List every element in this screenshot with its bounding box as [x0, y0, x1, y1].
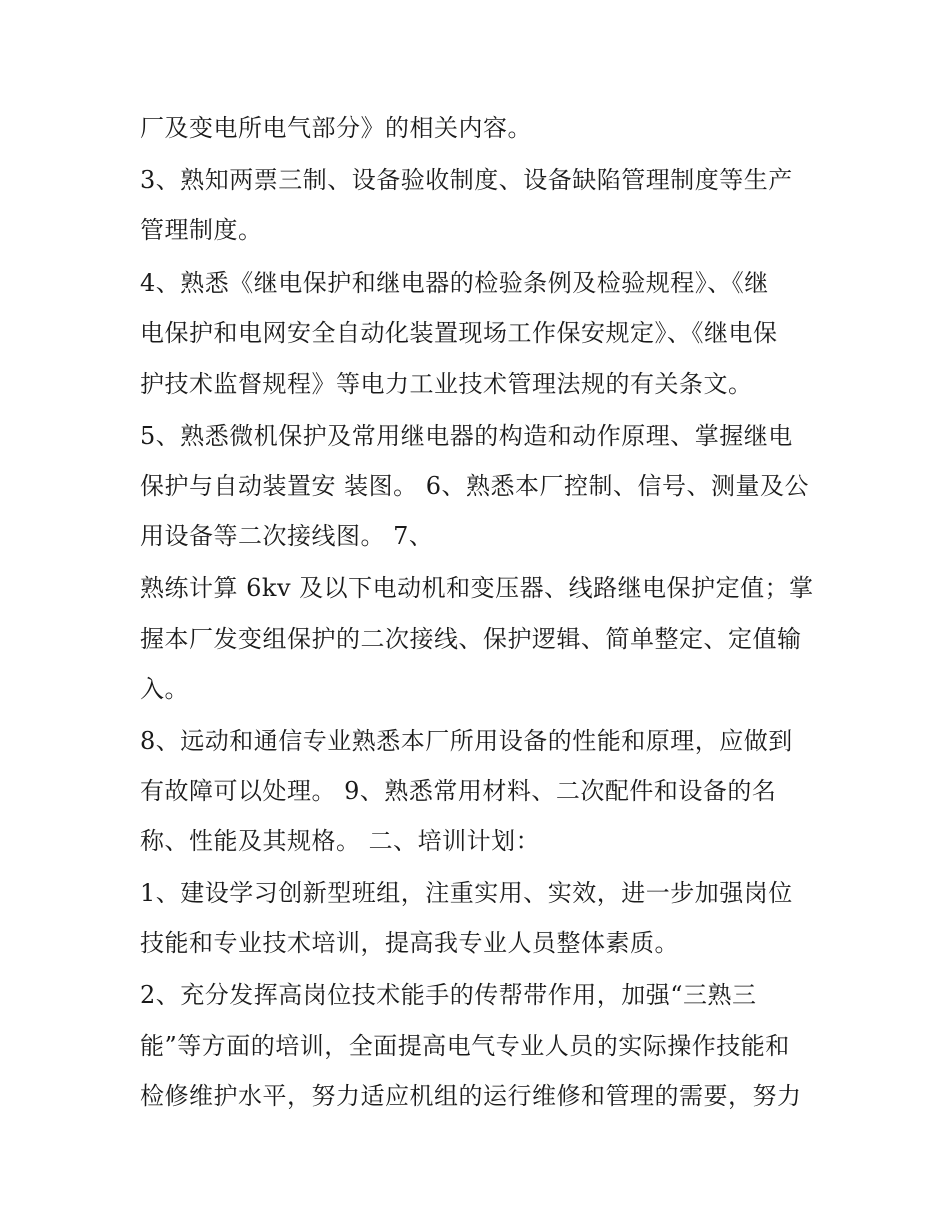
text-line: 能”等方面的培训，全面提高电气专业人员的实际操作技能和 [140, 1032, 790, 1060]
text-line: 5、熟悉微机保护及常用继电器的构造和动作原理、掌握继电 [140, 422, 793, 450]
text-line: 用设备等二次接线图。 7、 [140, 522, 434, 550]
text-line: 3、熟知两票三制、设备验收制度、设备缺陷管理制度等生产 [140, 166, 793, 194]
text-line: 检修维护水平，努力适应机组的运行维修和管理的需要，努力 [140, 1082, 802, 1110]
text-line: 管理制度。 [140, 216, 263, 244]
text-line: 8、远动和通信专业熟悉本厂所用设备的性能和原理，应做到 [140, 727, 793, 755]
text-line: 称、性能及其规格。 二、培训计划： [140, 827, 541, 855]
text-line: 护技术监督规程》等电力工业技术管理法规的有关条文。 [140, 370, 753, 398]
text-line: 厂及变电所电气部分》的相关内容。 [140, 114, 532, 142]
text-line: 入。 [140, 675, 189, 703]
text-line: 保护与自动装置安 装图。 6、熟悉本厂控制、信号、测量及公 [140, 472, 810, 500]
text-line: 1、建设学习创新型班组，注重实用、实效，进一步加强岗位 [140, 879, 793, 907]
text-line: 电保护和电网安全自动化装置现场工作保安规定》、《继电保 [140, 319, 778, 347]
text-line: 2、充分发挥高岗位技术能手的传帮带作用，加强“三熟三 [140, 981, 757, 1009]
text-line: 有故障可以处理。 9、熟悉常用材料、二次配件和设备的名 [140, 777, 777, 805]
text-line: 技能和专业技术培训，提高我专业人员整体素质。 [140, 929, 679, 957]
text-line: 握本厂发变组保护的二次接线、保护逻辑、简单整定、定值输 [140, 625, 802, 653]
text-line: 熟练计算 6kv 及以下电动机和变压器、线路继电保护定值；掌 [140, 574, 814, 602]
text-line: 4、熟悉《继电保护和继电器的检验条例及检验规程》、《继 [140, 269, 769, 297]
